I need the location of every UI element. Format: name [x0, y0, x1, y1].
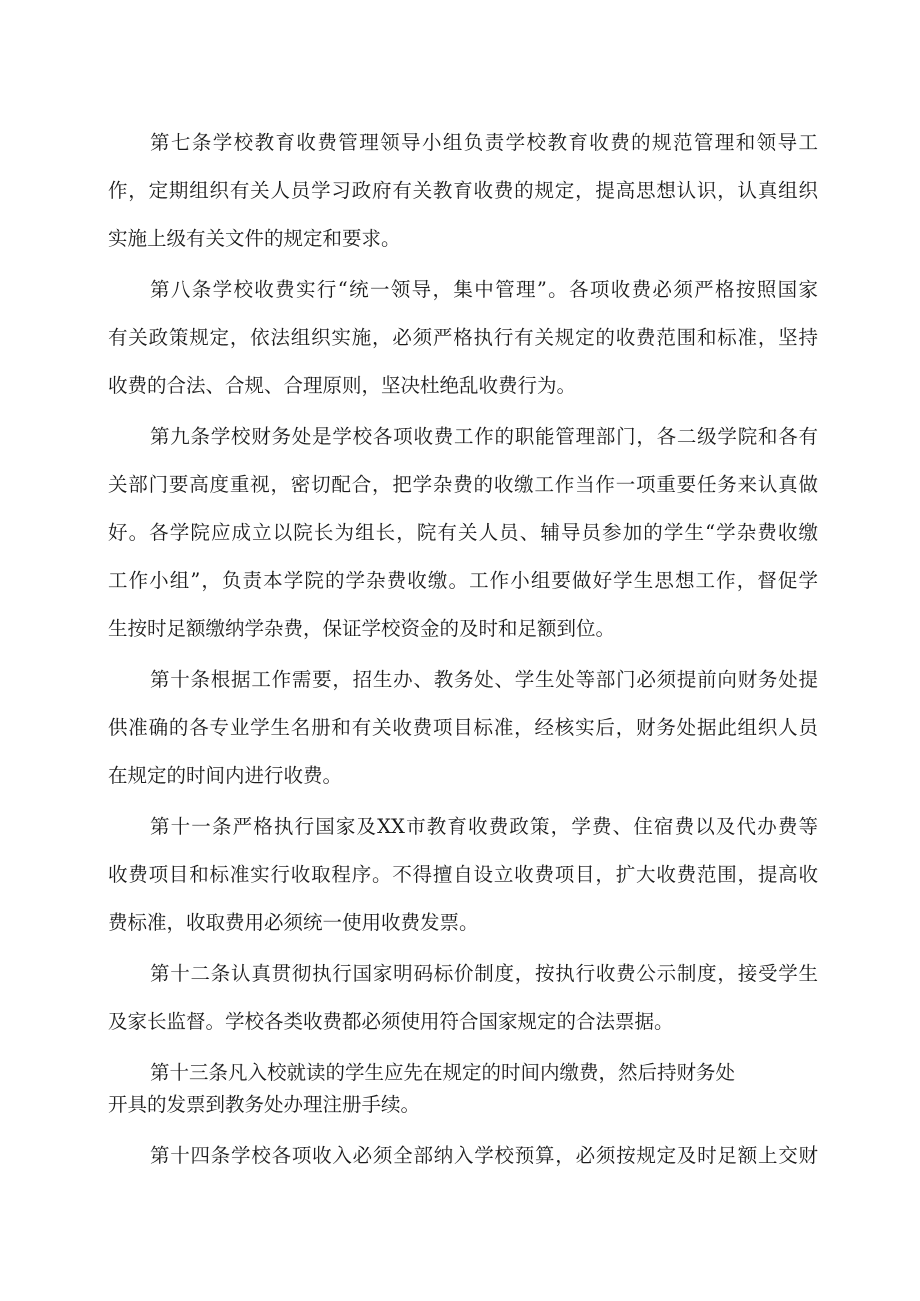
article-7-line-1: 第七条学校教育收费管理领导小组负责学校教育收费的规范管理和领导工: [150, 131, 818, 154]
article-8-line-2: 有关政策规定，依法组织实施，必须严格执行有关规定的收费范围和标准，坚持: [108, 326, 818, 349]
article-9-line-5: 生按时足额缴纳学杂费，保证学校资金的及时和足额到位。: [108, 617, 616, 640]
article-9-line-2: 关部门要高度重视，密切配合，把学杂费的收缴工作当作一项重要任务来认真做: [108, 473, 818, 496]
article-14-line-1: 第十四条学校各项收入必须全部纳入学校预算，必须按规定及时足额上交财: [150, 1144, 818, 1167]
article-7-line-2: 作，定期组织有关人员学习政府有关教育收费的规定，提高思想认识，认真组织: [108, 179, 818, 202]
article-13-line-2: 开具的发票到教务处办理注册手续。: [108, 1093, 421, 1116]
article-9-line-1: 第九条学校财务处是学校各项收费工作的职能管理部门，各二级学院和各有: [150, 425, 818, 448]
article-12-line-1: 第十二条认真贯彻执行国家明码标价制度，按执行收费公示制度，接受学生: [150, 962, 818, 985]
article-10-line-2: 供准确的各专业学生名册和有关收费项目标准，经核实后，财务处据此组织人员: [108, 716, 818, 739]
article-9-line-3: 好。各学院应成立以院长为组长，院有关人员、辅导员参加的学生“学杂费收缴: [108, 521, 818, 544]
article-11-line-2: 收费项目和标准实行收取程序。不得擅自设立收费项目，扩大收费范围，提高收: [108, 863, 818, 886]
article-7-line-3: 实施上级有关文件的规定和要求。: [108, 227, 401, 250]
article-13-line-1: 第十三条凡入校就读的学生应先在规定的时间内缴费，然后持财务处: [150, 1061, 736, 1084]
article-12-line-2: 及家长监督。学校各类收费都必须使用符合国家规定的合法票据。: [108, 1010, 674, 1033]
article-8-line-3: 收费的合法、合规、合理原则，坚决杜绝乱收费行为。: [108, 374, 577, 397]
article-8-line-1: 第八条学校收费实行“统一领导，集中管理”。各项收费必须严格按照国家: [150, 278, 818, 301]
article-11-line-3: 费标准，收取费用必须统一使用收费发票。: [108, 911, 479, 934]
article-9-line-4: 工作小组”，负责本学院的学杂费收缴。工作小组要做好学生思想工作，督促学: [108, 569, 818, 592]
article-10-line-1: 第十条根据工作需要，招生办、教务处、学生处等部门必须提前向财务处提: [150, 668, 818, 691]
article-10-line-3: 在规定的时间内进行收费。: [108, 764, 343, 787]
article-11-line-1: 第十一条严格执行国家及XX市教育收费政策，学费、住宿费以及代办费等: [150, 815, 818, 838]
